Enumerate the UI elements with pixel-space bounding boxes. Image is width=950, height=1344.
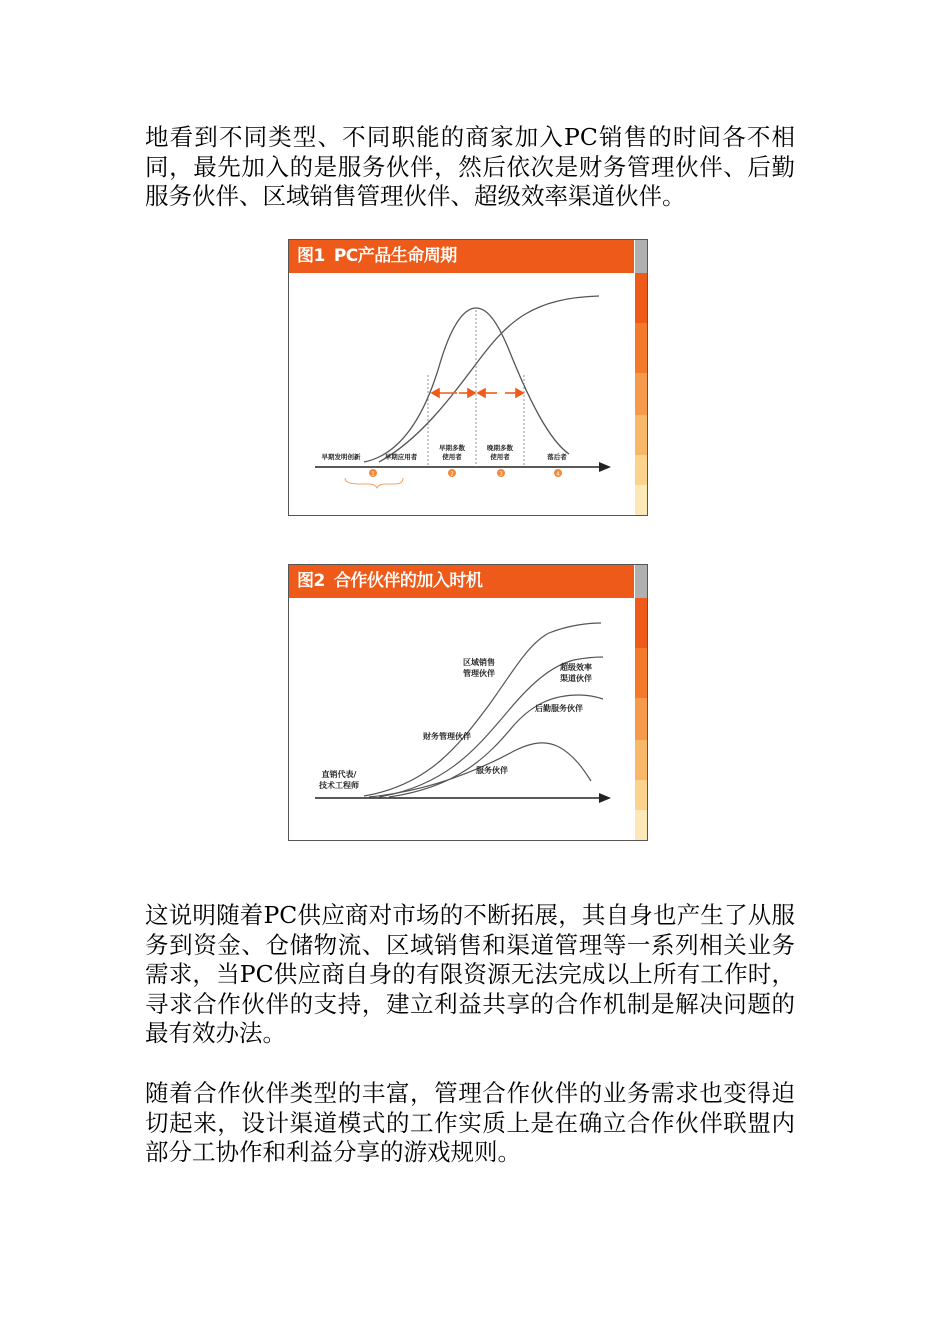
figure-1-brace — [345, 478, 403, 488]
figure-1-arrows — [432, 389, 523, 397]
figure-2-chart — [289, 565, 634, 840]
svg-text:3: 3 — [499, 471, 503, 478]
figure-1-label-late-majority: 晚期多数 — [487, 444, 513, 452]
figure-2-label-direct-2: 技术工程师 — [319, 781, 359, 790]
figure-partner-timing — [288, 564, 648, 841]
svg-text:2: 2 — [450, 471, 454, 478]
figure-1-s-curve — [379, 296, 599, 462]
figure-1-title: PC产品生命周期 — [333, 246, 457, 266]
figure-2-label-direct: 直销代表/ — [321, 770, 357, 779]
figure-1-label-early-adopter: 早期应用者 — [384, 453, 418, 461]
figure-1-label-early-majority-2: 使用者 — [442, 453, 462, 461]
figure-2-label-super-2: 渠道伙伴 — [560, 674, 592, 683]
figure-2-number: 图2 — [297, 571, 325, 591]
figure-2-label-finance: 财务管理伙伴 — [423, 732, 471, 741]
figure-1-label-early-majority: 早期多数 — [439, 444, 465, 452]
figure-2-label-regional: 区域销售 — [463, 658, 495, 667]
figure-2-label-service: 服务伙伴 — [476, 766, 508, 775]
figure-2-label-logistics: 后勤服务伙伴 — [535, 704, 583, 713]
paragraph-1: 地看到不同类型、不同职能的商家加入PC销售的时间各不相同，最先加入的是服务伙伴，然后依次是财务管理伙伴、后勤服务伙伴、区域销售管理伙伴、超级效率渠道伙伴。 — [145, 123, 795, 210]
figure-1-color-strip — [635, 240, 647, 515]
figure-product-lifecycle — [288, 239, 648, 516]
figure-2-title: 合作伙伴的加入时机 — [333, 571, 483, 591]
figure-1-chart — [289, 240, 634, 515]
paragraph-3: 随着合作伙伴类型的丰富，管理合作伙伴的业务需求也变得迫切起来，设计渠道模式的工作实质上是在确立合作伙伴联盟内部分工协作和利益分享的游戏规则。 — [145, 1079, 795, 1166]
figure-2-label-regional-2: 管理伙伴 — [463, 669, 495, 678]
figure-1-bell-curve — [364, 308, 569, 462]
figure-1-label-innovator: 早期发明创新 — [321, 453, 361, 461]
figure-1-label-late-majority-2: 使用者 — [490, 453, 510, 461]
figure-1-number: 图1 — [297, 246, 325, 266]
figure-1-axis-arrow — [599, 462, 611, 472]
paragraph-2: 这说明随着PC供应商对市场的不断拓展，其自身也产生了从服务到资金、仓储物流、区域销售和渠道管理等一系列相关业务需求，当PC供应商自身的有限资源无法完成以上所有工作时，寻求合作伙伴的支持，建立利益共享的合作机制是解决问题的最有效办法。 — [145, 901, 795, 1047]
svg-text:1: 1 — [371, 471, 375, 478]
figure-1-label-laggard: 落后者 — [547, 453, 567, 461]
svg-text:4: 4 — [556, 471, 560, 478]
figure-1-markers — [369, 469, 562, 478]
figure-2-label-super: 超级效率 — [560, 663, 592, 672]
figure-2-color-strip — [635, 565, 647, 840]
figure-2-axis-arrow — [599, 793, 611, 803]
